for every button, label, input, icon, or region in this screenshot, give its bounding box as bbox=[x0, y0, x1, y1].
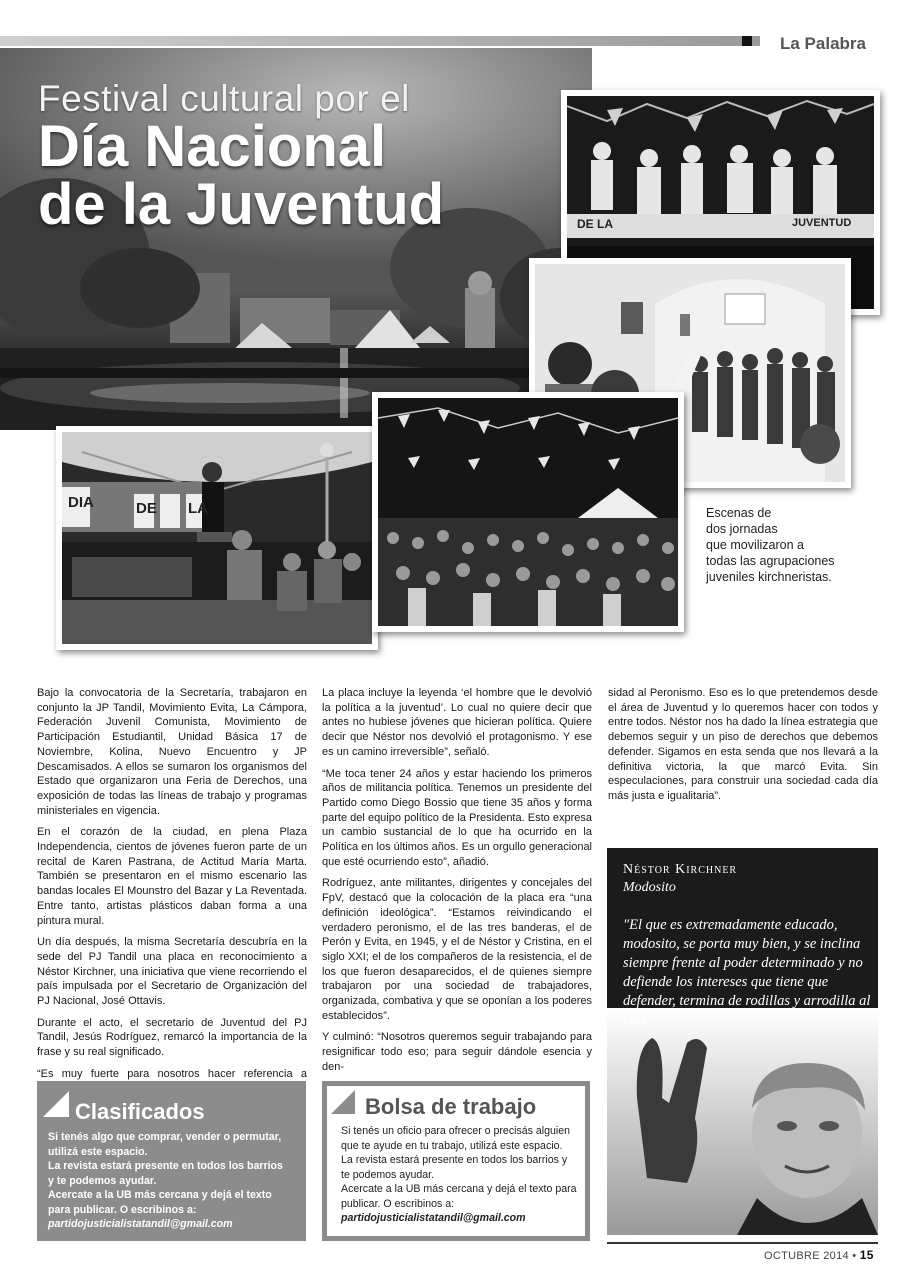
paragraph: En el corazón de la ciudad, en plena Plaza Independencia, cientos de jóvenes fueron parte de un recital de Karen Pastrana, de Actitud María Marta. También se presentaron en el mismo escenario las bandas locales El Mounstro del Bazar y La Reventada. Entre tanto, artistas plásticos daban forma a una pintura mural. bbox=[37, 826, 307, 927]
text-line: y te podemos ayudar. bbox=[48, 1174, 157, 1187]
article-column-1 bbox=[37, 686, 307, 1103]
clasificados-title: Clasificados bbox=[75, 1099, 205, 1124]
caption-line: Escenas de bbox=[706, 506, 772, 520]
quote-author: Néstor Kirchner bbox=[623, 862, 738, 877]
text-line: para publicar. O escribinos a: bbox=[48, 1203, 197, 1216]
text-line: Si tenés algo que comprar, vender o permutar, bbox=[48, 1131, 282, 1143]
title-line-3: de la Juventud bbox=[38, 172, 445, 237]
header-rule bbox=[0, 36, 760, 46]
contact-email[interactable]: partidojusticialistatandil@gmail.com bbox=[48, 1218, 233, 1230]
text-line: publicar. O escribinos a: bbox=[341, 1197, 455, 1210]
article-column-2 bbox=[322, 686, 592, 1082]
footer-bullet: • bbox=[852, 1250, 857, 1262]
triangle-icon bbox=[43, 1091, 69, 1117]
text-line: La revista estará presente en todos los barrios y bbox=[341, 1154, 568, 1166]
paragraph: Bajo la convocatoria de la Secretaría, trabajaron en conjunto la JP Tandil, Movimiento Evita, La Cámpora, Federación Juvenil Comunista, Movimiento de Participación Estudiantil, Unidad Básica 17 de Noviembre, Kolina, Nuevo Encuentro y JP Descamisados. A ellos se sumaron los organismos del Estado que organizaron una Feria de Derechos, una exposición de todas las líneas de trabajo y programas ministeriales en vigencia. bbox=[37, 687, 307, 817]
paragraph: Rodríguez, ante militantes, dirigentes y concejales del FpV, destacó que la colocación de la placa era “una definición ideológica”. “Estamos reivindicando el verdadero peronismo, el de las tres banderas, el de Perón y Evita, en 1945, y el de Néstor y Cristina, en el siglo XXI; el de los compañeros de la resistencia, el de los que fueron desaparecidos, el de quienes siempre trabajaron por una sociedad de trabajadores, organizada, combativa y que se oponían a los poderes establecidos”. bbox=[322, 877, 592, 1022]
paragraph: La placa incluye la leyenda ‘el hombre que le devolvió la política a la juventud’. Lo cual no quiere decir que antes no hubiese jóvenes que hicieran política. Quiere decir que Néstor nos devolvió el protagonismo. Y ese es un camino irreversible”, señaló. bbox=[322, 687, 592, 758]
photo-crowd-night bbox=[372, 392, 684, 632]
header-square bbox=[742, 36, 752, 46]
footer-rule bbox=[607, 1242, 878, 1244]
quote-text: "El que es extremadamente educado, modosito, se porta muy bien, y se inclina siempre frente al poder determinado y no defiende los intereses que tiene que defender, termina de rodillas y arrodilla al país" bbox=[623, 917, 871, 1028]
bolsa-text bbox=[341, 1124, 581, 1226]
stage-banner-dia: DIA bbox=[68, 494, 94, 511]
text-line: utilizá este espacio. bbox=[48, 1145, 148, 1158]
clasificados-text bbox=[48, 1130, 303, 1232]
article-column-3 bbox=[608, 686, 878, 811]
triangle-icon bbox=[331, 1090, 355, 1114]
paragraph: sidad al Peronismo. Eso es lo que pretendemos desde el área de Juventud y lo queremos hacer con todos y entre todos. Néstor nos ha dado la línea estrategia que debemos seguir y un piso de derechos que debemos defender. Sigamos en esta senda que nos llevará a la definitiva victoria, la que marcó Evita. Sin especulaciones, para construir una sociedad cada día más justa e igualitaria”. bbox=[608, 687, 878, 802]
photo-stage-singer bbox=[56, 426, 378, 650]
paragraph: Un día después, la misma Secretaría descubría en la sede del PJ Tandil una placa en reconocimiento a Néstor Kirchner, una iniciativa que viene recorriendo el país impulsada por el Secretario de Organización del PJ Nacional, José Ottavis. bbox=[37, 936, 307, 1008]
stage-banner-la: LA bbox=[188, 500, 208, 517]
paragraph: “Me toca tener 24 años y estar haciendo los primeros años de militancia política. Tenemos un presidente del Partido como Diego Bossio que tiene 35 años y forma parte del equipo político de la Presidenta. Esto expresa un cambio sustancial de lo que ha ocurrido en la Política en los últimos años. Es un orgullo generacional que esté ocurriendo esto”, añadió. bbox=[322, 767, 592, 868]
paragraph: Y culminó: “Nosotros queremos seguir trabajando para resignificar todo eso; para seguir dándole esencia y den- bbox=[322, 1031, 592, 1073]
bolsa-trabajo-box bbox=[322, 1081, 590, 1241]
title-line-2: Día Nacional bbox=[38, 114, 387, 179]
text-line: te podemos ayudar. bbox=[341, 1168, 435, 1181]
clasificados-box bbox=[37, 1081, 306, 1241]
caption-line: dos jornadas bbox=[706, 522, 778, 536]
text-line: Si tenés un oficio para ofrecer o precisás alguien bbox=[341, 1125, 571, 1137]
text-line: La revista estará presente en todos los barrios bbox=[48, 1160, 283, 1172]
stage-banner-de: DE bbox=[136, 500, 157, 517]
quote-box bbox=[607, 848, 878, 1235]
quote-subtitle: Modosito bbox=[623, 880, 676, 895]
caption-line: juveniles kirchneristas. bbox=[706, 570, 832, 584]
title-line-1: Festival cultural por el bbox=[38, 78, 410, 119]
photo-caption bbox=[706, 505, 876, 585]
bolsa-title: Bolsa de trabajo bbox=[365, 1094, 537, 1119]
banner-text-1: DE LA bbox=[577, 217, 613, 231]
banner-text-2: JUVENTUD bbox=[792, 217, 852, 229]
page-number: 15 bbox=[859, 1248, 874, 1262]
footer bbox=[764, 1248, 874, 1262]
caption-line: que movilizaron a bbox=[706, 538, 804, 552]
magazine-name: La Palabra bbox=[780, 34, 866, 53]
caption-line: todas las agrupaciones bbox=[706, 554, 835, 568]
title-main bbox=[38, 114, 445, 237]
contact-email[interactable]: partidojusticialistatandil@gmail.com bbox=[341, 1212, 526, 1224]
paragraph: Durante el acto, el secretario de Juventud del PJ Tandil, Jesús Rodríguez, remarcó la importancia de la frase y su real significado. bbox=[37, 1016, 307, 1059]
text-line: Acercate a la UB más cercana y dejá el texto bbox=[48, 1189, 272, 1201]
text-line: que te ayude en tu trabajo, utilizá este espacio. bbox=[341, 1139, 563, 1152]
paragraph: “Es muy fuerte para nosotros hacer referencia a bbox=[37, 1067, 307, 1080]
issue-date: OCTUBRE 2014 bbox=[764, 1250, 849, 1262]
text-line: Acercate a la UB más cercana y dejá el texto para bbox=[341, 1183, 577, 1195]
